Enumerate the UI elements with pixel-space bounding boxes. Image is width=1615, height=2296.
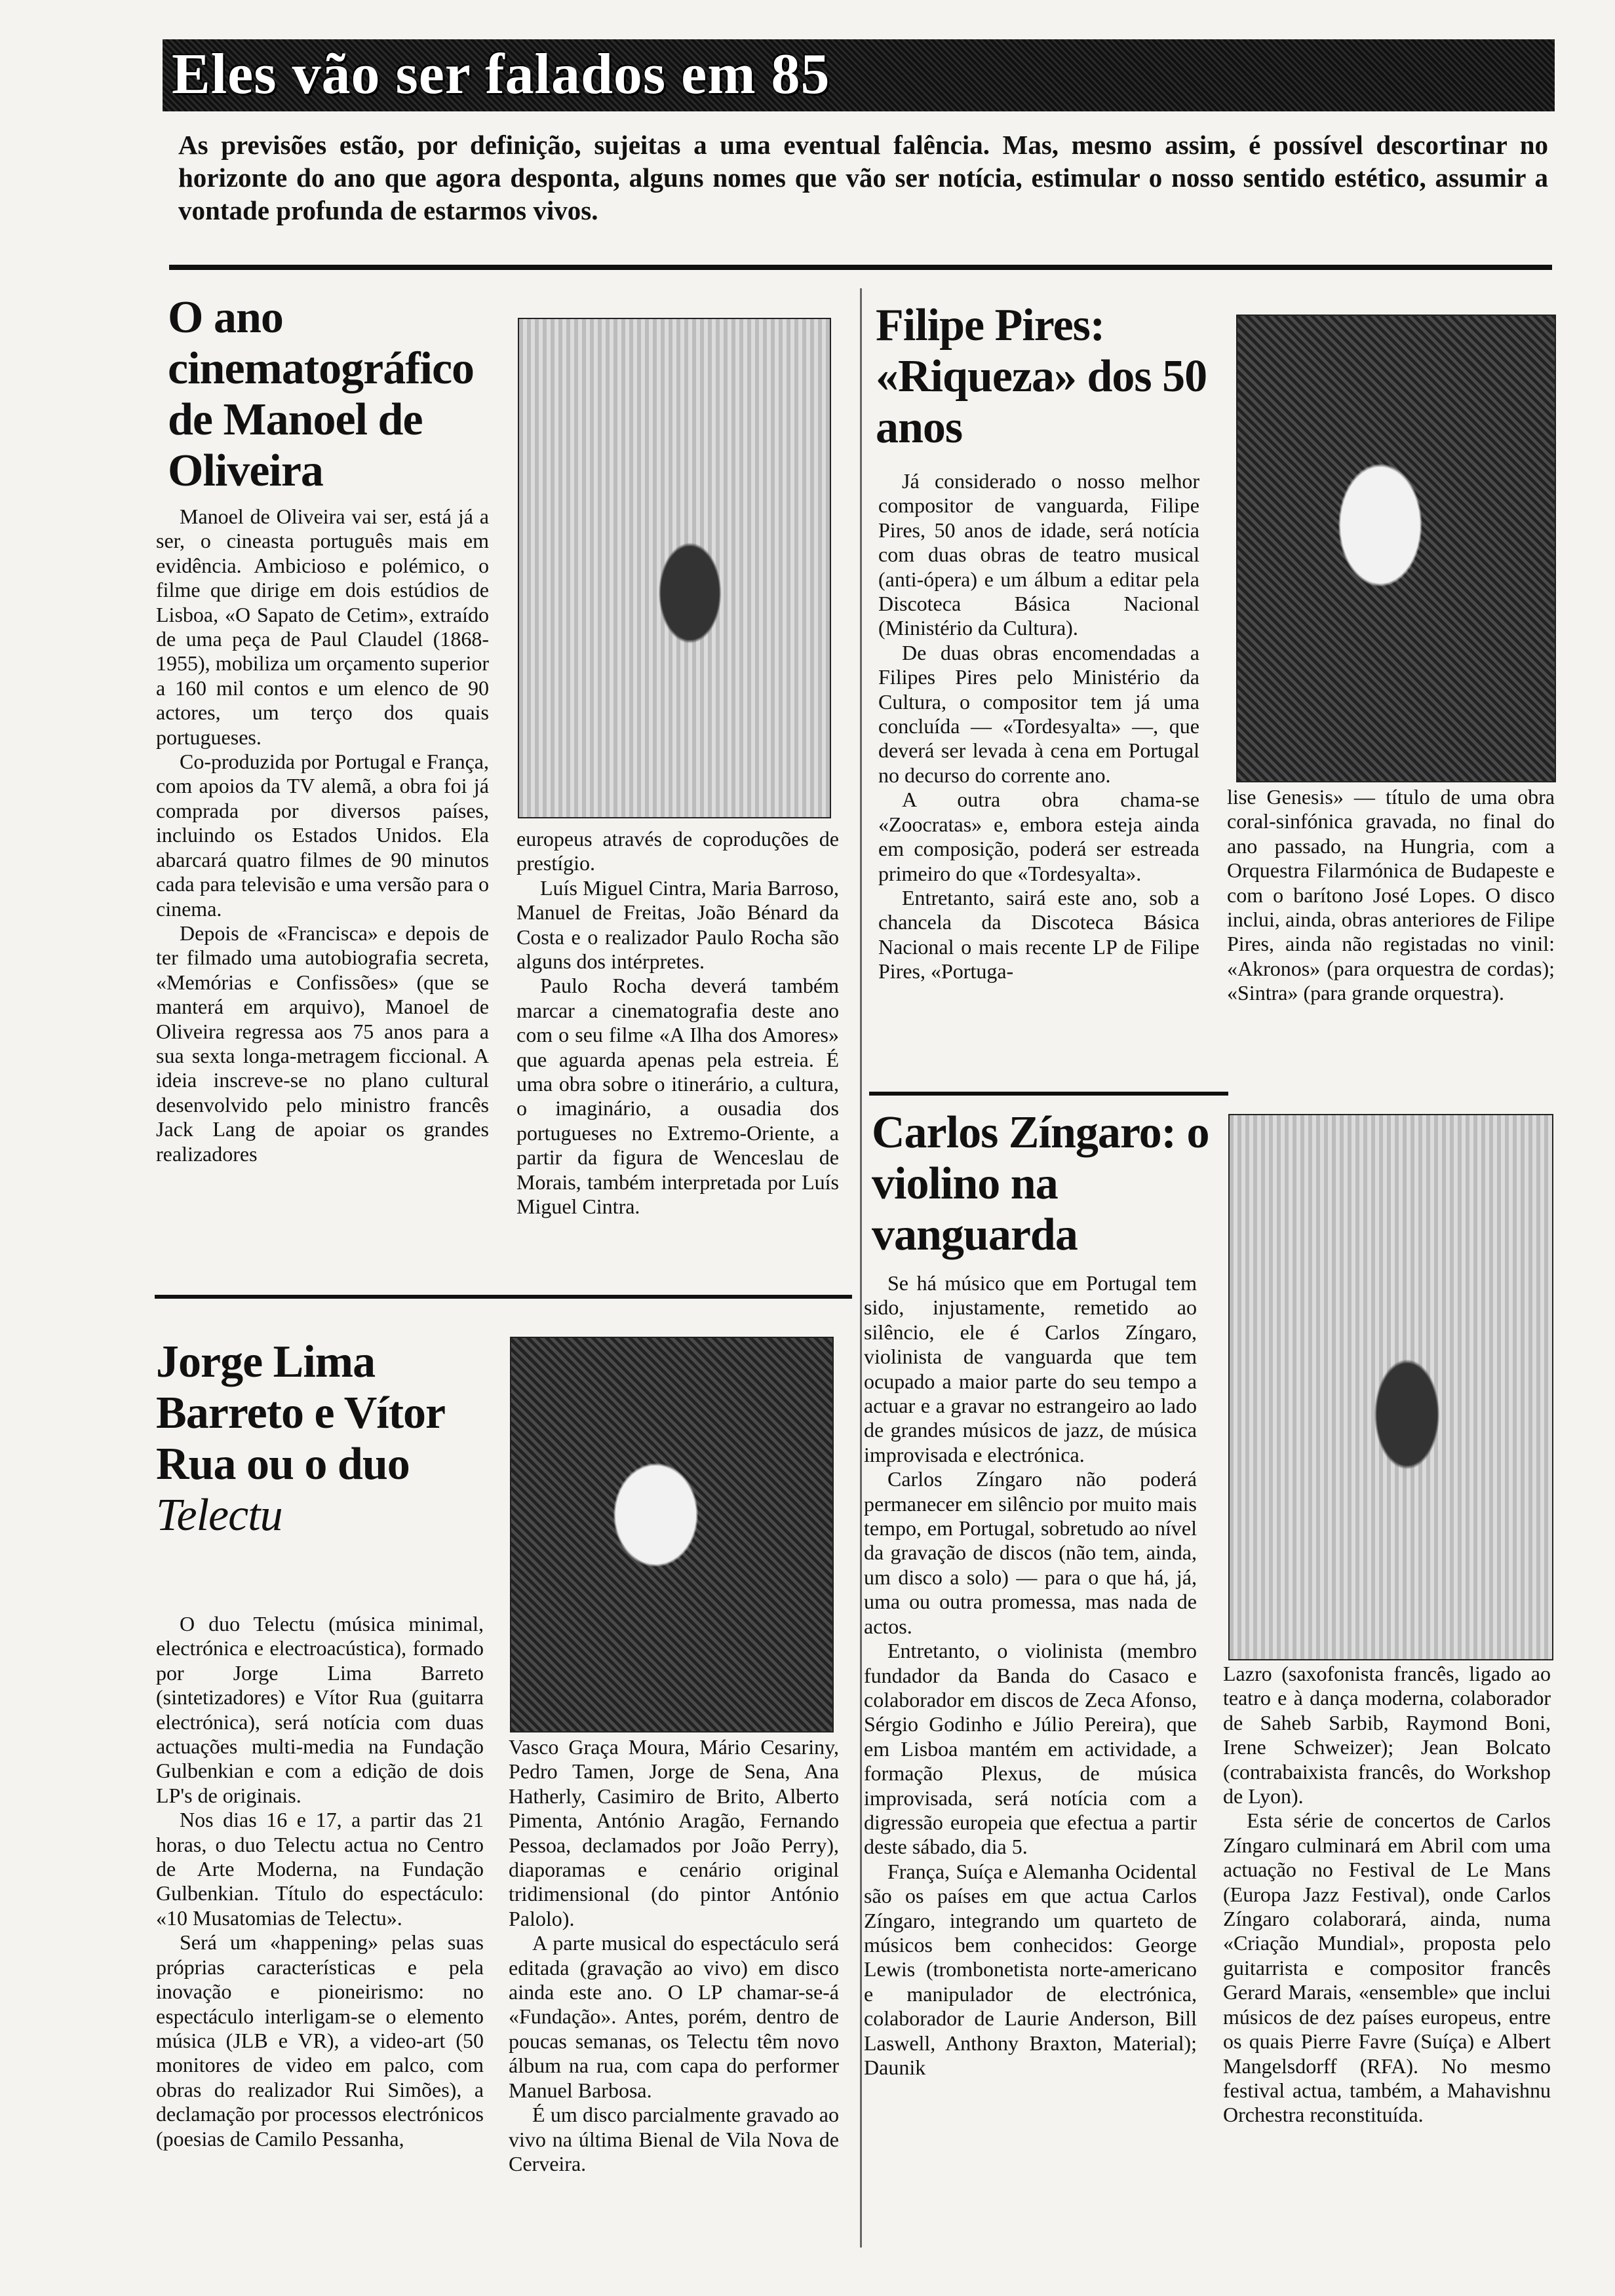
zingaro-c1-p1: Se há músico que em Portugal tem sido, injustamente, remetido ao silêncio, ele é Carlos Zíngaro, violinista de vanguarda que tem ocupado a maior parte do seu tempo a actuar e a gravar no estrangeiro ao lado de grandes músicos de jazz, de música improvisada e electrónica. [864, 1271, 1197, 1466]
zingaro-column-1 [864, 1271, 1197, 2080]
zingaro-c1-p4: França, Suíça e Alemanha Ocidental são os países em que actua Carlos Zíngaro, integrando um quarteto de músicos bem conhecidos: George Lewis (trombonetista norte-americano e manipulador de electrónica, colaborador de Laurie Anderson, Bill Laswell, Anthony Braxton, Material); Daunik [864, 1859, 1197, 2079]
center-divider [860, 288, 862, 2248]
pires-c1-p3: A outra obra chama-se «Zoocratas» e, embora esteja ainda em composição, poderá ser estreada primeiro do que «Tordesyalta». [878, 788, 1199, 885]
zingaro-c1-p2: Carlos Zíngaro não poderá permanecer em silêncio por muito mais tempo, em Portugal, sobretudo ao nível da gravação de discos (não tem, ainda, um disco a solo) — para o que há, já, uma ou outra promessa, mas nada de actos. [864, 1467, 1197, 1638]
oliveira-c2-p3: Paulo Rocha deverá também marcar a cinematografia deste ano com o seu filme «A Ilha dos Amores» que aguarda apenas pela estreia. É uma obra sobre o itinerário, a cultura, o imaginário, a ousadia dos portugueses no Extremo-Oriente, a partir da figura de Wenceslau de Morais, também interpretada por Luís Miguel Cintra. [516, 974, 839, 1219]
oliveira-c1-p1: Manoel de Oliveira vai ser, está já a ser, o cineasta português mais em evidência. Ambicioso e polémico, o filme que dirige em dois estúdios de Lisboa, «O Sapato de Cetim», extraído de uma peça de Paul Claudel (1868-1955), mobiliza um orçamento superior a 160 mil contos e um elenco de 90 actores, um terço dos quais portugueses. [156, 505, 489, 749]
zingaro-column-2 [1223, 1662, 1551, 2128]
headline-telectu [156, 1337, 484, 1541]
zingaro-c2-p2: Esta série de concertos de Carlos Zíngaro culminará em Abril com uma actuação no Festival de Le Mans (Europa Jazz Festival), onde Carlos Zíngaro colaborará, ainda, numa «Criação Mundial», proposta pelo guitarrista e compositor francês Gerard Marais, «ensemble» que inclui músicos de dez países europeus, entre os quais Pierre Favre (Suíça) e Albert Mangelsdorff (RFA). No mesmo festival actua, também, a Mahavishnu Orchestra reconstituída. [1223, 1808, 1551, 2127]
telectu-c1-p3: Será um «happening» pelas suas próprias características e pela inovação e pioneirismo: no espectáculo interligam-se o elemento música (JLB e VR), a video-art (50 monitores de video em palco, com obras do realizador Rui Simões), a declamação por processos electrónicos (poesias de Camilo Pessanha, [156, 1930, 484, 2151]
pires-c1-p4: Entretanto, sairá este ano, sob a chancela da Discoteca Básica Nacional o mais recente LP de Filipe Pires, «Portuga- [878, 885, 1199, 984]
headline-pires: Filipe Pires: «Riqueza» dos 50 anos [876, 300, 1207, 453]
banner-title: Eles vão ser falados em 85 [172, 43, 830, 106]
headline-oliveira: O ano cinematográfico de Manoel de Oliveira [168, 292, 475, 496]
pires-column-1 [878, 469, 1199, 984]
telectu-c1-p2: Nos dias 16 e 17, a partir das 21 horas, o duo Telectu actua no Centro de Arte Moderna, na Fundação Gulbenkian. Título do espectáculo: «10 Musatomias de Telectu». [156, 1808, 484, 1930]
oliveira-c1-p2: Co-produzida por Portugal e França, com apoios da TV alemã, a obra foi já comprada por diversos países, incluindo os Estados Unidos. Ela abarcará quatro filmes de 90 minutos cada para televisão e uma versão para o cinema. [156, 750, 489, 921]
telectu-c1-p1: O duo Telectu (música minimal, electrónica e electroacústica), formado por Jorge Lima Barreto (sintetizadores) e Vítor Rua (guitarra electrónica), será notícia com duas actuações multi-media na Fundação Gulbenkian e com a edição de dois LP's de originais. [156, 1612, 484, 1807]
zingaro-c2-p1: Lazro (saxofonista francês, ligado ao teatro e à dança moderna, colaborador de Saheb Sarbib, Raymond Boni, Irene Schweizer); Jean Bolcato (contrabaixista francês, do Workshop de Lyon). [1223, 1662, 1551, 1808]
zingaro-c1-p3: Entretanto, o violinista (membro fundador da Banda do Casaco e colaborador em discos de Zeca Afonso, Sérgio Godinho e Júlio Pereira), que em Lisboa mantém em actividade, a formação Plexus, de música improvisada, será notícia com a digressão europeia que efectua a partir deste sábado, dia 5. [864, 1639, 1197, 1859]
intro-paragraph: As previsões estão, por definição, sujeitas a uma eventual falência. Mas, mesmo assim, é possível descortinar no horizonte do ano que agora desponta, alguns nomes que vão ser notícia, estimular o nosso sentido estético, assumir a vontade profunda de estarmos vivos. [178, 130, 1548, 225]
zingaro-top-rule [869, 1092, 1228, 1096]
pires-column-2 [1227, 785, 1555, 1006]
telectu-top-rule [155, 1295, 852, 1299]
pires-photo [1236, 315, 1556, 782]
oliveira-column-1 [156, 505, 489, 1166]
oliveira-c2-p2: Luís Miguel Cintra, Maria Barroso, Manuel de Freitas, João Bénard da Costa e o realizador Paulo Rocha são alguns dos intérpretes. [516, 875, 839, 974]
telectu-c2-p2: A parte musical do espectáculo será editada (gravação ao vivo) em disco ainda este ano. O LP chamar-se-á «Fundação». Antes, porém, dentro de poucas semanas, os Telectu têm novo álbum na rua, com capa do performer Manuel Barbosa. [509, 1931, 839, 2102]
oliveira-c1-p3: Depois de «Francisca» e depois de ter filmado uma autobiografia secreta, «Memórias e Confissões» (que se manterá em arquivo), Manoel de Oliveira regressa aos 75 anos para a sua sexta longa-metragem ficcional. A ideia inscreve-se no plano cultural desenvolvido pelo ministro francês Jack Lang de apoiar os grandes realizadores [156, 921, 489, 1166]
top-rule [169, 265, 1552, 270]
oliveira-column-2 [516, 827, 839, 1219]
headline-zingaro: Carlos Zíngaro: o violino na vanguarda [872, 1107, 1209, 1260]
telectu-column-1 [156, 1612, 484, 2151]
telectu-column-2 [509, 1735, 839, 2176]
oliveira-c2-p1: europeus através de coproduções de prestígio. [516, 827, 839, 875]
telectu-photo [510, 1337, 834, 1732]
pires-c2-p1: lise Genesis» — título de uma obra coral-sinfónica gravada, no final do ano passado, na Hungria, com a Orquestra Filarmónica de Budapeste e com o barítono José Lopes. O disco inclui, ainda, obras anteriores de Filipe Pires, ainda não registadas no vinil: «Akronos» (para orquestra de cordas); «Sintra» (para grande orquestra). [1227, 785, 1555, 1005]
headline-telectu-main: Jorge Lima Barreto e Vítor Rua ou o duo [156, 1337, 444, 1489]
oliveira-photo [518, 318, 831, 818]
headline-telectu-italic: Telectu [156, 1490, 282, 1540]
zingaro-photo [1228, 1114, 1553, 1660]
pires-c1-p1: Já considerado o nosso melhor compositor de vanguarda, Filipe Pires, 50 anos de idade, será notícia com duas obras de teatro musical (anti-ópera) e um álbum a editar pela Discoteca Básica Nacional (Ministério da Cultura). [878, 469, 1199, 640]
telectu-c2-p1: Vasco Graça Moura, Mário Cesariny, Pedro Tamen, Jorge de Sena, Ana Hatherly, Casimiro de Brito, Alberto Pimenta, António Aragão, Fernando Pessoa, declamados por João Perry), diaporamas e cenário original tridimensional (do pintor António Palolo). [509, 1735, 839, 1930]
pires-c1-p2: De duas obras encomendadas a Filipes Pires pelo Ministério da Cultura, o compositor tem já uma concluída — «Tordesyalta» —, que deverá ser levada à cena em Portugal no decurso do corrente ano. [878, 640, 1199, 787]
telectu-c2-p3: É um disco parcialmente gravado ao vivo na última Bienal de Vila Nova de Cerveira. [509, 2103, 839, 2175]
